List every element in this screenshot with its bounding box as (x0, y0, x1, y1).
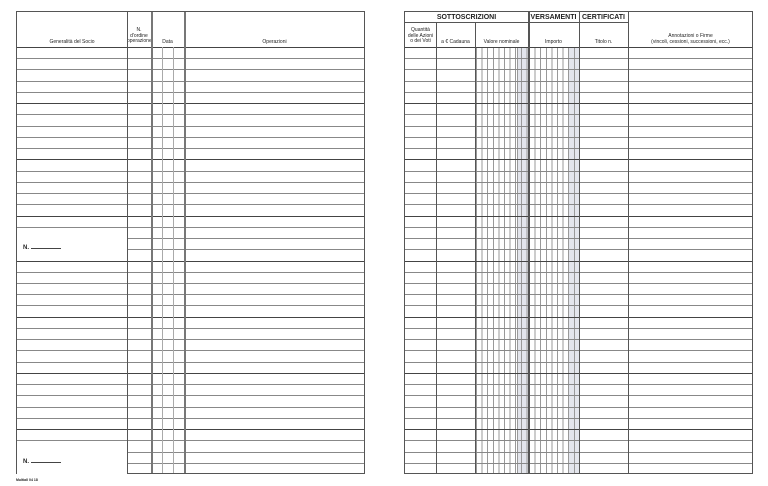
col-divider (436, 23, 437, 473)
header-annotazioni (628, 34, 753, 45)
header-annotazioni-line1: Annotazioni o Firme (668, 33, 713, 39)
row-line (17, 103, 364, 104)
row-line (17, 182, 364, 183)
col-divider (162, 47, 163, 473)
row-line (17, 328, 364, 329)
row-line (17, 407, 364, 408)
row-line (17, 216, 364, 217)
header-cadauna: a € Cadauna (441, 39, 470, 45)
row-line (17, 418, 364, 419)
row-line (17, 350, 364, 351)
row-line (17, 362, 364, 363)
header-n-ordine-line2: d'ordine (130, 32, 148, 39)
col-divider (184, 12, 186, 473)
n-label (23, 459, 61, 465)
header-quantita (405, 28, 436, 45)
n-blank-field[interactable] (31, 248, 61, 249)
row-line (17, 193, 364, 194)
col-divider (475, 23, 476, 473)
header-importo: Importo (545, 39, 562, 45)
row-line (17, 58, 364, 59)
header-data: Data (162, 39, 173, 45)
header-quantita-line2: delle Azioni (407, 32, 434, 39)
n-label-text: N. (23, 459, 29, 465)
row-line (17, 137, 364, 138)
row-line (17, 148, 364, 149)
header-annotazioni-line2: (vincoli, cessioni, successioni, ecc.) (651, 38, 730, 45)
n-blank-field[interactable] (31, 462, 61, 463)
header-valore-nominale: Valore nominale (483, 39, 520, 45)
row-line (17, 47, 364, 48)
row-line (17, 81, 364, 82)
col-divider (528, 12, 530, 473)
row-line (17, 373, 364, 374)
footer-code: Multiall 04 18 (16, 478, 38, 482)
row-line (17, 395, 364, 396)
col-divider (173, 47, 174, 473)
group-sottoscrizioni: SOTTOSCRIZIONI (405, 12, 528, 23)
row-line (17, 126, 364, 127)
row-line (17, 92, 364, 93)
row-line (17, 339, 364, 340)
header-operazioni: Operazioni (262, 39, 287, 45)
row-line (17, 114, 364, 115)
header-n-ordine-line3: operazione (127, 38, 152, 44)
header-quantita-line3: o dei Voti (410, 38, 431, 44)
row-line (17, 69, 364, 70)
row-line (17, 294, 364, 295)
header-generalita-socio: Generalità del Socio (49, 39, 95, 45)
row-line (17, 159, 364, 160)
col-divider (579, 12, 580, 473)
right-register-page (404, 11, 753, 474)
row-line (17, 429, 364, 430)
header-n-ordine (127, 28, 151, 45)
n-cell (17, 228, 127, 261)
group-certificati: CERTIFICATI (579, 12, 628, 23)
n-label-text: N. (23, 245, 29, 251)
col-divider (151, 12, 153, 473)
left-register-page (16, 11, 365, 474)
group-versamenti: VERSAMENTI (528, 12, 579, 23)
row-line (17, 171, 364, 172)
row-line (17, 305, 364, 306)
header-titolo: Titolo n. (594, 39, 613, 45)
n-label (23, 245, 61, 251)
col-divider (127, 12, 128, 473)
header-n-ordine-line1: N. (136, 27, 142, 33)
n-cell (17, 442, 127, 474)
header-quantita-line1: Quantità (411, 27, 430, 33)
row-line (17, 317, 364, 318)
row-line (17, 272, 364, 273)
row-line (17, 283, 364, 284)
col-divider (628, 12, 629, 473)
row-line (17, 384, 364, 385)
row-line (17, 204, 364, 205)
